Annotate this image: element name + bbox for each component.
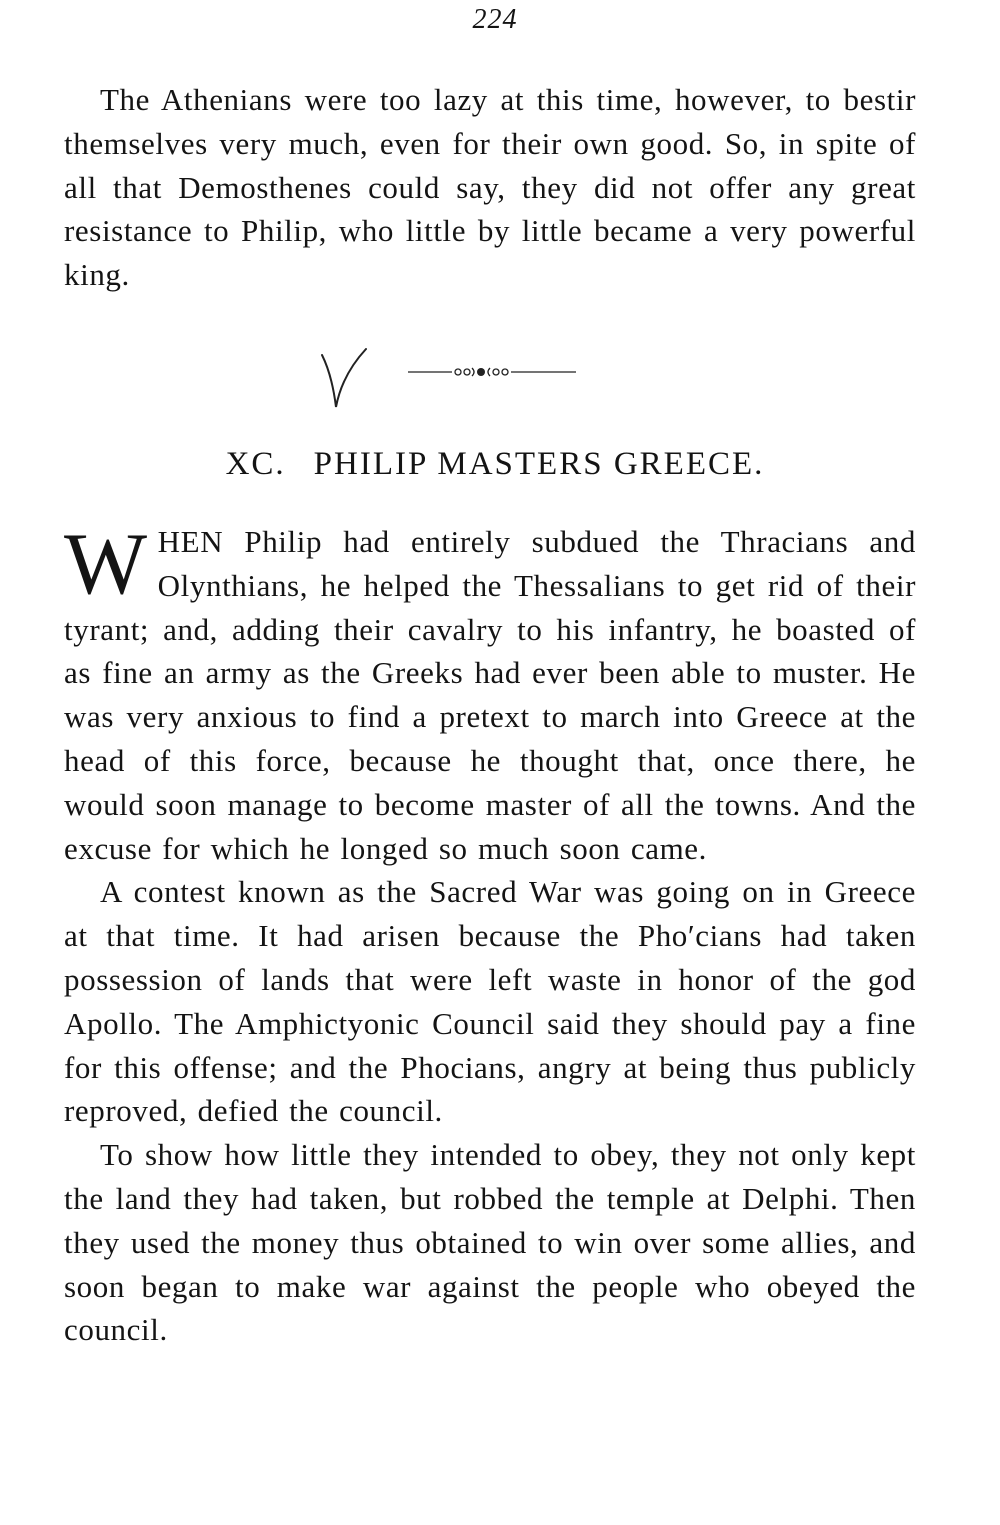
body-paragraph: To show how little they intended to obey, they not only kept the land they had taken, but robbed the temple at Delphi. Then they used the money thus obtained to win over some allies, and soon began to make war against the people who obeyed the council. bbox=[64, 1137, 916, 1348]
chapter-heading bbox=[0, 446, 990, 483]
chapter-title: PHILIP MASTERS GREECE. bbox=[313, 446, 765, 482]
section-ornament bbox=[408, 362, 576, 382]
paragraph-text: HEN Philip had entirely subdued the Thracians and Olynthians, he helped the Thessalians to get rid of their tyrant; and, adding their cavalry to his infantry, he boasted of as fine an army as the Greeks had ever been able to muster. He was very anxious to find a pretext to march into Greece at the head of this force, because he thought that, once there, he would soon manage to become master of all the towns. And the excuse for which he longed so much soon came. bbox=[64, 524, 916, 866]
body-paragraph bbox=[64, 516, 916, 870]
drop-cap: W bbox=[64, 516, 148, 613]
intro-paragraph: The Athenians were too lazy at this time, however, to bestir themselves very much, even for their own good. So, in spite of all that Demosthenes could say, they did not offer any great resistance to Philip, who little by little became a very powerful king. bbox=[64, 82, 916, 293]
page-number: 224 bbox=[472, 4, 518, 35]
chapter-number: XC. bbox=[225, 446, 286, 482]
handwritten-check-mark bbox=[318, 345, 370, 411]
intro-text bbox=[64, 78, 916, 297]
body-paragraph: A contest known as the Sacred War was going on in Greece at that time. It had arisen because the Pho′cians had taken possession of lands that were left waste in honor of the god Apollo. The Amphictyonic Council said they should pay a fine for this offense; and the Phocians, angry at being thus publicly reproved, defied the council. bbox=[64, 874, 916, 1129]
chapter-body bbox=[64, 516, 916, 1352]
